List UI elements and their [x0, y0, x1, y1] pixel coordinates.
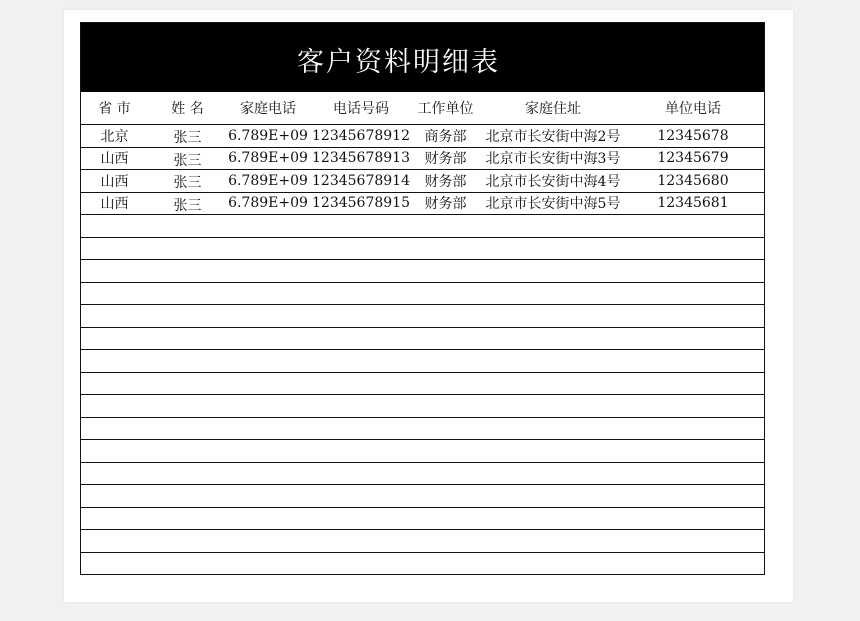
- cell-work-phone: [628, 440, 758, 462]
- cell-home-address: [478, 508, 628, 530]
- cell-name: [148, 328, 227, 350]
- cell-home-address: [478, 238, 628, 260]
- cell-name: [148, 283, 227, 305]
- cell-home-address: [478, 328, 628, 350]
- cell-home-phone: 6.789E+09: [228, 195, 308, 212]
- table-row: [81, 125, 764, 148]
- cell-province: [81, 350, 148, 372]
- cell-home-address: 北京市长安街中海5号: [485, 196, 621, 213]
- table-row: [81, 350, 764, 373]
- cell-home-phone: [227, 238, 309, 260]
- cell-phone-number: [309, 350, 413, 372]
- cell-work-unit: [413, 553, 478, 575]
- cell-name: [148, 260, 227, 282]
- cell-work-unit: [413, 328, 478, 350]
- cell-work-phone: 12345680: [657, 172, 729, 189]
- cell-work-unit: [413, 463, 478, 485]
- cell-work-unit: [413, 238, 478, 260]
- cell-home-address: [478, 395, 628, 417]
- cell-work-unit: 财务部: [424, 151, 467, 168]
- cell-work-unit: [413, 283, 478, 305]
- title-bar: [81, 23, 764, 92]
- cell-home-phone: [227, 328, 309, 350]
- cell-name: [148, 238, 227, 260]
- table-row: [81, 260, 764, 283]
- table-row: [81, 440, 764, 463]
- cell-phone-number: [309, 283, 413, 305]
- cell-name: [148, 395, 227, 417]
- cell-phone-number: [309, 260, 413, 282]
- table-row: [81, 508, 764, 531]
- cell-name: [148, 350, 227, 372]
- cell-province: 北京: [100, 128, 129, 145]
- cell-work-phone: [628, 350, 758, 372]
- cell-phone-number: [309, 305, 413, 327]
- cell-work-unit: [413, 373, 478, 395]
- cell-home-address: [478, 463, 628, 485]
- cell-province: [81, 395, 148, 417]
- cell-work-unit: [413, 260, 478, 282]
- cell-work-phone: [628, 485, 758, 507]
- cell-work-unit: [413, 508, 478, 530]
- header-home-phone: 家庭电话: [240, 101, 296, 117]
- cell-home-phone: [227, 530, 309, 552]
- cell-province: 山西: [100, 173, 129, 190]
- cell-name: [148, 215, 227, 237]
- page-title: 客户资料明细表: [297, 47, 500, 78]
- cell-phone-number: [309, 485, 413, 507]
- cell-phone-number: [309, 463, 413, 485]
- table-row: [81, 193, 764, 216]
- cell-phone-number: 12345678914: [312, 172, 410, 189]
- cell-name: [148, 418, 227, 440]
- cell-name: [148, 373, 227, 395]
- document-sheet: [64, 10, 793, 602]
- table-row: [81, 418, 764, 441]
- cell-work-phone: [628, 418, 758, 440]
- cell-work-phone: [628, 305, 758, 327]
- cell-home-address: 北京市长安街中海4号: [485, 173, 621, 190]
- cell-name: 张三: [173, 197, 202, 214]
- cell-phone-number: [309, 215, 413, 237]
- cell-home-address: [478, 305, 628, 327]
- cell-work-phone: [628, 215, 758, 237]
- cell-name: [148, 485, 227, 507]
- table-row: [81, 283, 764, 306]
- header-province: 省 市: [98, 101, 131, 117]
- cell-home-address: [478, 350, 628, 372]
- cell-work-phone: [628, 373, 758, 395]
- cell-home-phone: 6.789E+09: [228, 172, 308, 189]
- cell-province: [81, 238, 148, 260]
- cell-home-address: [478, 440, 628, 462]
- cell-home-phone: [227, 373, 309, 395]
- cell-home-phone: [227, 418, 309, 440]
- cell-province: [81, 328, 148, 350]
- cell-work-phone: [628, 395, 758, 417]
- cell-work-phone: 12345681: [657, 195, 729, 212]
- table-row: [81, 148, 764, 171]
- cell-home-address: [478, 553, 628, 575]
- cell-home-address: [478, 260, 628, 282]
- table-row: [81, 238, 764, 261]
- cell-home-address: 北京市长安街中海2号: [485, 128, 621, 145]
- cell-work-unit: [413, 395, 478, 417]
- customer-table: [80, 22, 765, 575]
- cell-work-unit: [413, 485, 478, 507]
- cell-work-phone: 12345678: [657, 127, 729, 144]
- cell-home-phone: [227, 215, 309, 237]
- cell-phone-number: [309, 328, 413, 350]
- cell-home-address: 北京市长安街中海3号: [485, 151, 621, 168]
- table-row: [81, 373, 764, 396]
- header-name: 姓 名: [171, 101, 204, 117]
- cell-home-phone: [227, 463, 309, 485]
- cell-home-phone: 6.789E+09: [228, 150, 308, 167]
- table-row: [81, 305, 764, 328]
- table-row: [81, 485, 764, 508]
- cell-work-phone: [628, 463, 758, 485]
- cell-work-unit: 财务部: [424, 173, 467, 190]
- cell-work-unit: [413, 418, 478, 440]
- table-row: [81, 463, 764, 486]
- cell-home-phone: [227, 350, 309, 372]
- cell-home-phone: [227, 440, 309, 462]
- cell-work-phone: [628, 530, 758, 552]
- header-work-unit: 工作单位: [417, 101, 474, 117]
- cell-work-phone: 12345679: [657, 150, 729, 167]
- cell-name: [148, 305, 227, 327]
- cell-phone-number: [309, 553, 413, 575]
- cell-work-unit: [413, 350, 478, 372]
- cell-home-phone: [227, 485, 309, 507]
- cell-work-unit: [413, 530, 478, 552]
- cell-work-unit: [413, 440, 478, 462]
- cell-phone-number: [309, 238, 413, 260]
- cell-phone-number: [309, 395, 413, 417]
- cell-work-phone: [628, 508, 758, 530]
- cell-work-unit: [413, 215, 478, 237]
- cell-province: [81, 508, 148, 530]
- cell-phone-number: 12345678913: [312, 150, 410, 167]
- cell-name: 张三: [173, 175, 202, 192]
- header-work-phone: 单位电话: [665, 101, 721, 117]
- cell-home-address: [478, 215, 628, 237]
- header-phone-number: 电话号码: [333, 101, 389, 117]
- cell-name: 张三: [173, 152, 202, 169]
- cell-phone-number: 12345678915: [312, 195, 410, 212]
- table-row: [81, 553, 764, 576]
- cell-phone-number: [309, 530, 413, 552]
- cell-work-phone: [628, 238, 758, 260]
- cell-work-phone: [628, 553, 758, 575]
- cell-work-unit: [413, 305, 478, 327]
- cell-province: [81, 553, 148, 575]
- cell-name: [148, 508, 227, 530]
- cell-province: [81, 530, 148, 552]
- cell-province: [81, 418, 148, 440]
- table-row: [81, 530, 764, 553]
- cell-home-address: [478, 418, 628, 440]
- cell-name: [148, 530, 227, 552]
- cell-work-unit: 商务部: [424, 128, 467, 145]
- cell-province: [81, 440, 148, 462]
- cell-home-address: [478, 530, 628, 552]
- cell-province: [81, 373, 148, 395]
- cell-province: 山西: [100, 196, 129, 213]
- cell-province: [81, 305, 148, 327]
- cell-name: [148, 440, 227, 462]
- cell-province: [81, 260, 148, 282]
- cell-work-phone: [628, 260, 758, 282]
- cell-home-phone: [227, 260, 309, 282]
- table-row: [81, 170, 764, 193]
- cell-work-unit: 财务部: [424, 196, 467, 213]
- cell-phone-number: [309, 440, 413, 462]
- cell-home-address: [478, 373, 628, 395]
- table-row: [81, 328, 764, 351]
- cell-phone-number: [309, 508, 413, 530]
- cell-home-phone: [227, 305, 309, 327]
- cell-home-address: [478, 283, 628, 305]
- cell-phone-number: 12345678912: [312, 127, 410, 144]
- header-home-address: 家庭住址: [525, 101, 581, 117]
- table-row: [81, 395, 764, 418]
- cell-phone-number: [309, 373, 413, 395]
- cell-home-phone: [227, 553, 309, 575]
- cell-work-phone: [628, 328, 758, 350]
- cell-name: [148, 463, 227, 485]
- cell-name: 张三: [173, 130, 202, 147]
- cell-work-phone: [628, 283, 758, 305]
- cell-province: [81, 283, 148, 305]
- cell-phone-number: [309, 418, 413, 440]
- table-row: [81, 215, 764, 238]
- cell-province: [81, 215, 148, 237]
- cell-province: [81, 485, 148, 507]
- cell-province: 山西: [100, 151, 129, 168]
- cell-home-phone: [227, 395, 309, 417]
- cell-home-address: [478, 485, 628, 507]
- table-header-row: [81, 92, 764, 125]
- cell-home-phone: [227, 508, 309, 530]
- cell-home-phone: 6.789E+09: [228, 127, 308, 144]
- cell-name: [148, 553, 227, 575]
- cell-province: [81, 463, 148, 485]
- cell-home-phone: [227, 283, 309, 305]
